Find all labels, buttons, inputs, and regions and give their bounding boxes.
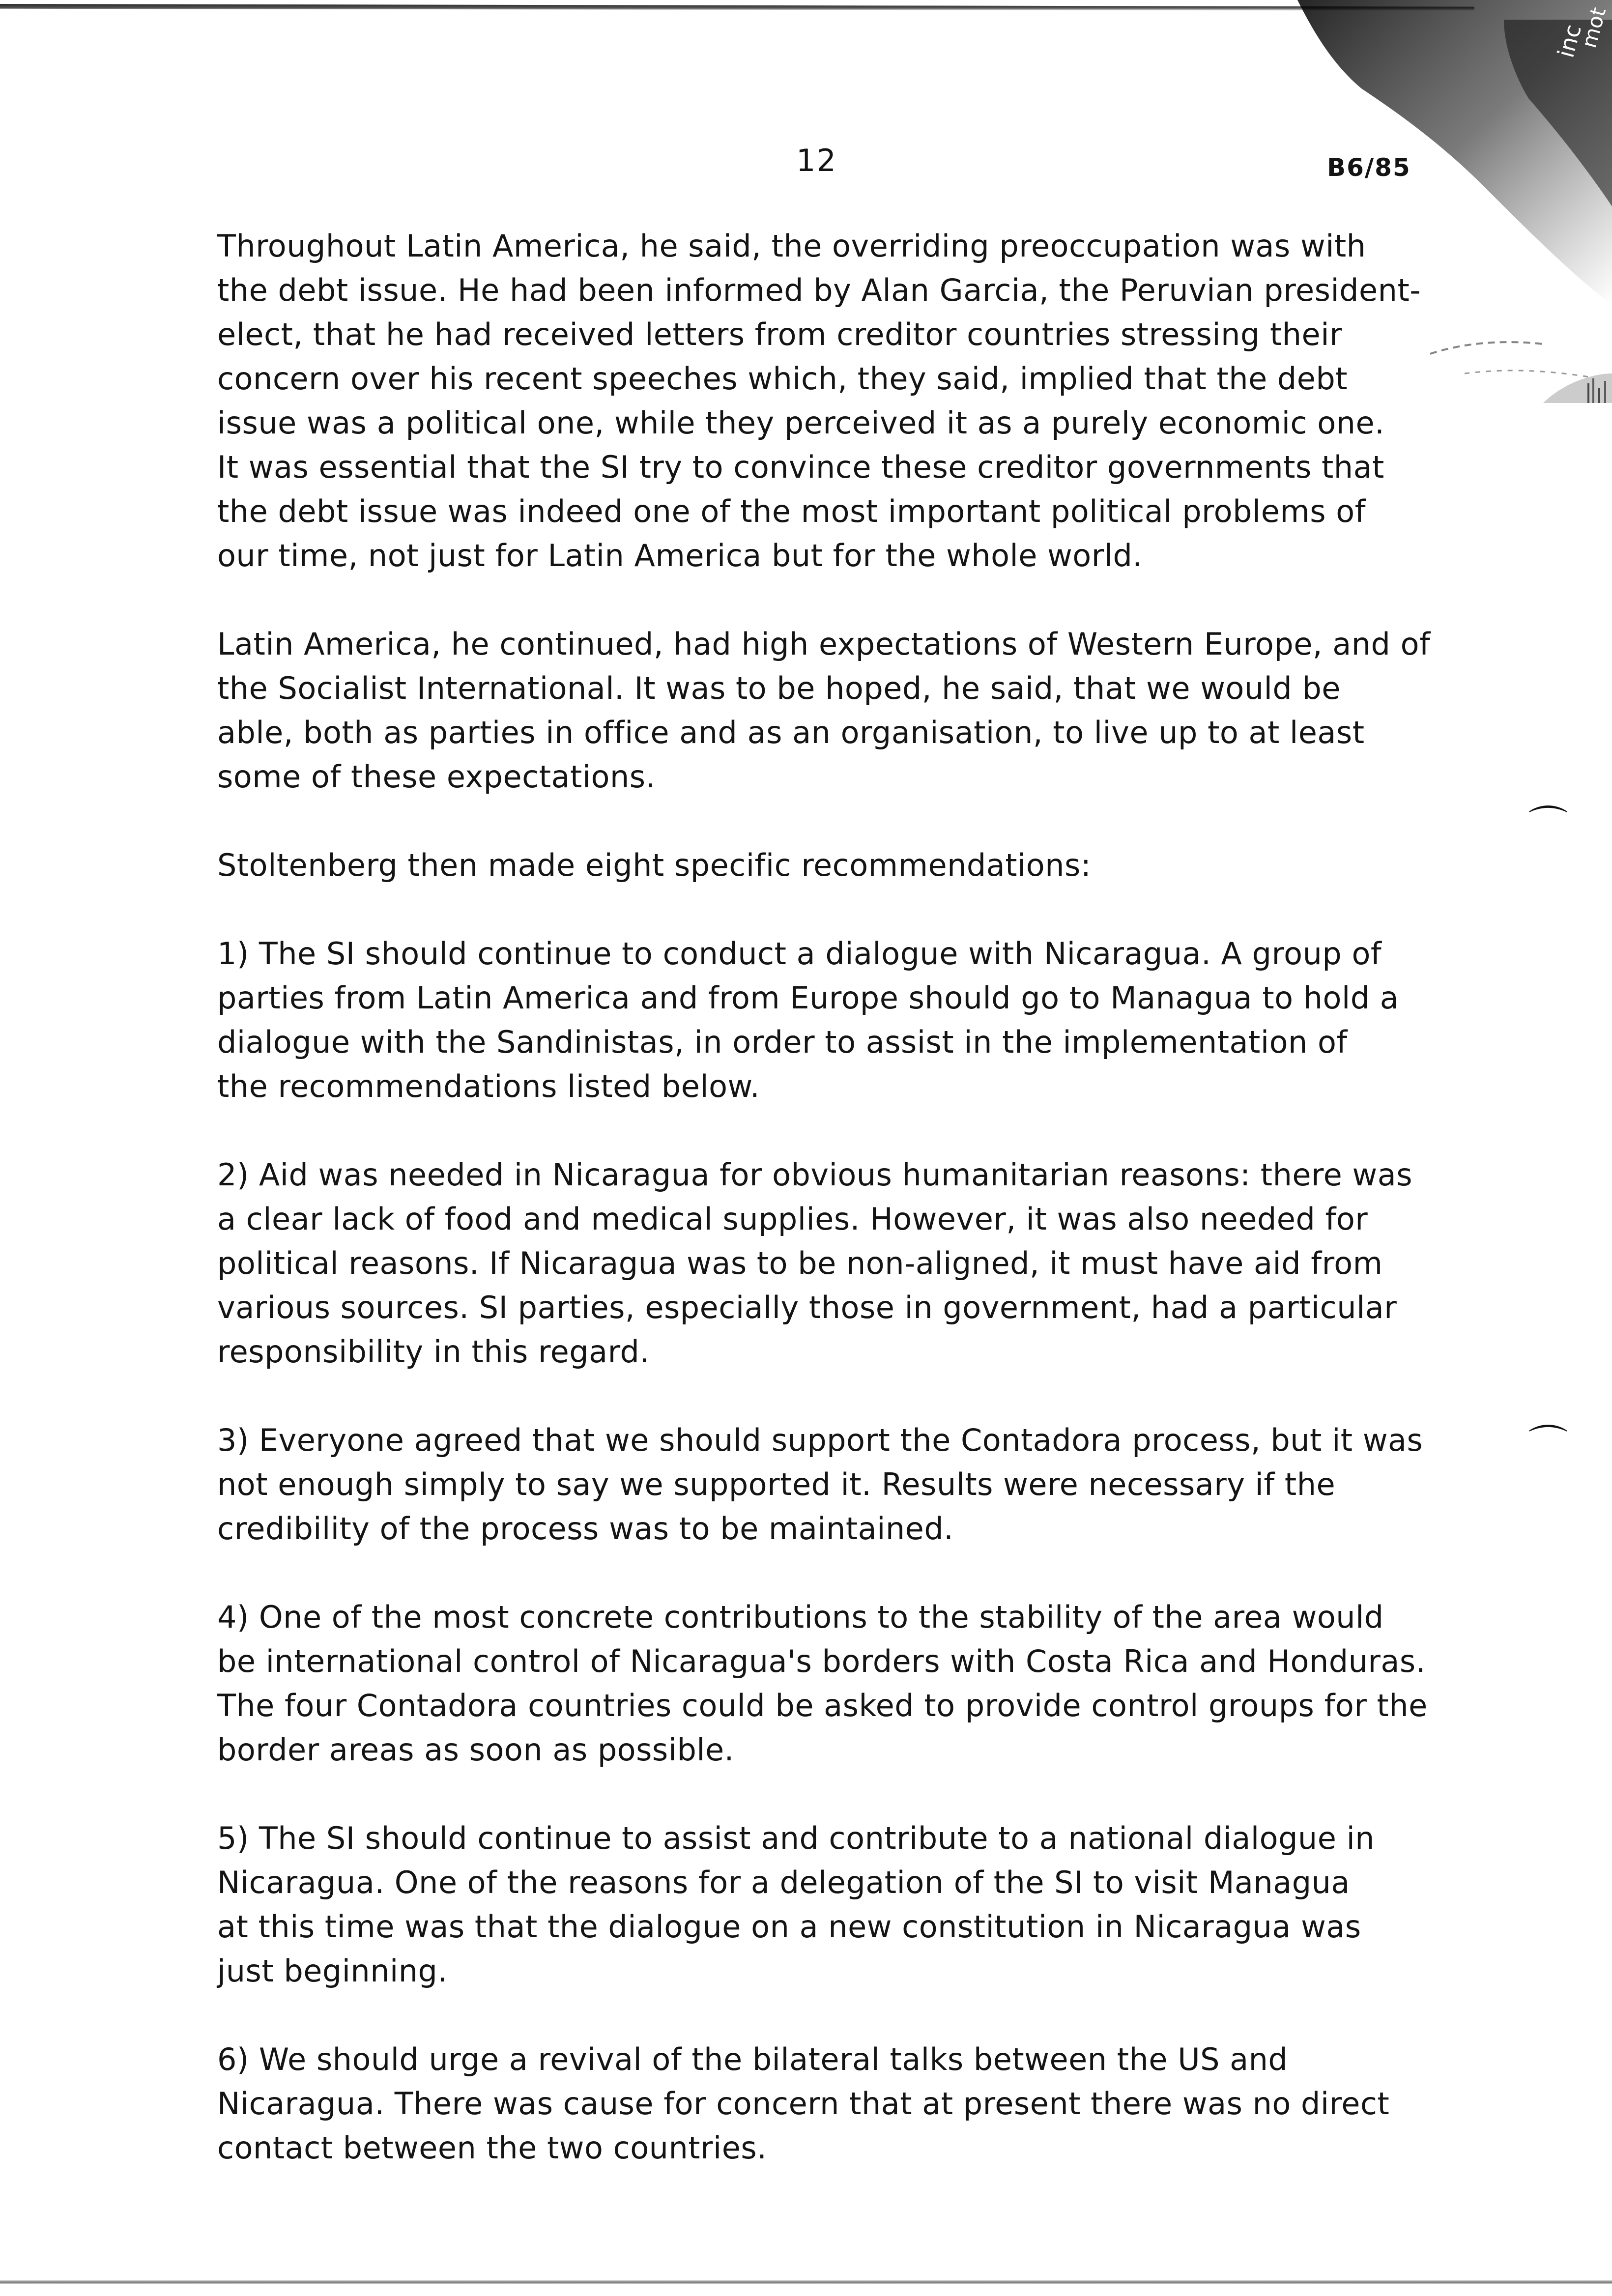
page-number: 12 [796,143,837,178]
text-line: It was essential that the SI try to convince these creditor governments that [217,449,1384,485]
text-line: Throughout Latin America, he said, the overriding preoccupation was with [217,228,1366,264]
text-line: a clear lack of food and medical supplies. However, it was also needed for [217,1201,1368,1237]
text-line: not enough simply to say we supported it. Results were necessary if the [217,1466,1336,1502]
paragraph-recommendation-6 [217,2038,1456,2170]
paragraph-recommendation-1 [217,932,1456,1109]
text-line: political reasons. If Nicaragua was to be non-aligned, it must have aid from [217,1245,1383,1281]
text-line: 1) The SI should continue to conduct a dialogue with Nicaragua. A group of [217,936,1382,972]
text-line: 6) We should urge a revival of the bilateral talks between the US and [217,2041,1288,2077]
text-line: be international control of Nicaragua's borders with Costa Rica and Honduras. [217,1643,1426,1679]
text-line: the recommendations listed below. [217,1068,760,1104]
text-line: at this time was that the dialogue on a new constitution in Nicaragua was [217,1909,1361,1945]
text-line: 5) The SI should continue to assist and contribute to a national dialogue in [217,1820,1375,1856]
paragraph-recommendation-5 [217,1816,1456,1993]
paragraph-recommendation-4 [217,1595,1456,1772]
margin-mark-2: ⌒ [1528,1422,1568,1467]
text-line: border areas as soon as possible. [217,1732,734,1768]
text-line: dialogue with the Sandinistas, in order to assist in the implementation of [217,1024,1348,1060]
paragraph-expectations [217,622,1456,799]
scan-bottom-edge [0,2280,1612,2284]
text-line: Nicaragua. One of the reasons for a delegation of the SI to visit Managua [217,1865,1350,1900]
text-line: the debt issue was indeed one of the most important political problems of [217,493,1366,529]
text-line: just beginning. [217,1953,448,1989]
text-line: The four Contadora countries could be asked to provide control groups for the [217,1688,1428,1723]
text-line: parties from Latin America and from Europe should go to Managua to hold a [217,980,1399,1016]
text-line: 4) One of the most concrete contributions to the stability of the area would [217,1599,1384,1635]
text-line: the debt issue. He had been informed by Alan Garcia, the Peruvian president- [217,272,1421,308]
text-line: credibility of the process was to be maintained. [217,1511,954,1547]
paragraph-recommendations-intro [217,843,1456,888]
scan-top-edge [0,4,1474,11]
text-line: contact between the two countries. [217,2130,767,2166]
text-line: 2) Aid was needed in Nicaragua for obvious humanitarian reasons: there was [217,1157,1412,1193]
paragraph-recommendation-2 [217,1153,1456,1374]
paragraph-debt-issue [217,224,1456,578]
paragraph-recommendation-3 [217,1418,1456,1551]
text-line: some of these expectations. [217,759,656,795]
body-text [217,224,1456,2214]
margin-mark-1: ⌒ [1528,803,1568,848]
text-line: Latin America, he continued, had high expectations of Western Europe, and of [217,626,1431,662]
reference-code: B6/85 [1327,153,1411,182]
svg-text:mot: mot [1577,4,1611,51]
text-line: Stoltenberg then made eight specific recommendations: [217,847,1092,883]
text-line: our time, not just for Latin America but for the whole world. [217,538,1143,574]
svg-text:inc: inc [1552,21,1587,60]
text-line: 3) Everyone agreed that we should support the Contadora process, but it was [217,1422,1423,1458]
text-line: concern over his recent speeches which, they said, implied that the debt [217,361,1348,397]
text-line: elect, that he had received letters from creditor countries stressing their [217,316,1342,352]
text-line: various sources. SI parties, especially those in government, had a particular [217,1290,1397,1325]
text-line: Nicaragua. There was cause for concern that at present there was no direct [217,2086,1390,2122]
text-line: the Socialist International. It was to be hoped, he said, that we would be [217,670,1341,706]
text-line: responsibility in this regard. [217,1334,650,1370]
text-line: issue was a political one, while they perceived it as a purely economic one. [217,405,1385,441]
text-line: able, both as parties in office and as an organisation, to live up to at least [217,715,1365,750]
